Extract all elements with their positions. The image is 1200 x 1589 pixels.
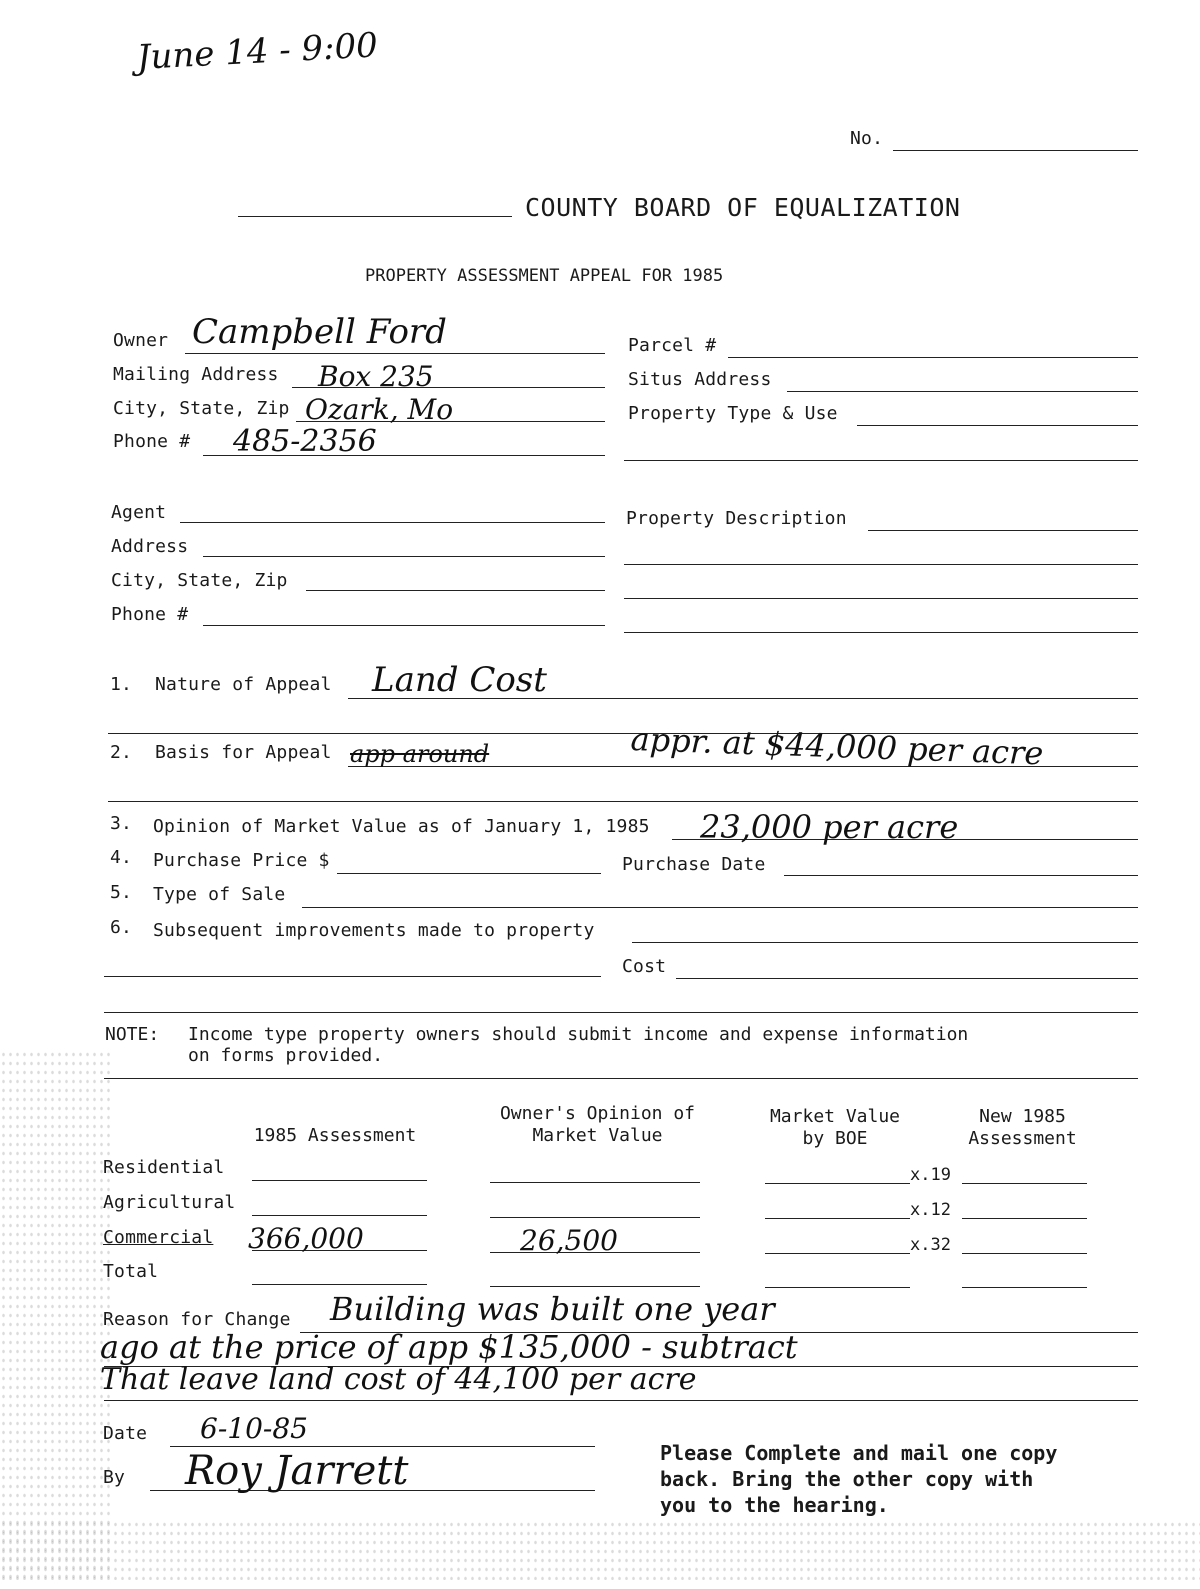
q6-number: 6. xyxy=(110,917,133,938)
q2-struck-text: app around xyxy=(350,740,490,768)
reason-line-2: ago at the price of app $135,000 - subtract xyxy=(100,1328,798,1366)
signature: Roy Jarrett xyxy=(185,1448,409,1494)
residential-opinion-field[interactable] xyxy=(490,1182,700,1183)
handwritten-date: June 14 - 9:00 xyxy=(135,25,379,78)
phone-label: Phone # xyxy=(113,431,191,452)
scan-noise-bottom xyxy=(0,1520,1200,1580)
date-value: 6-10-85 xyxy=(200,1412,308,1445)
form-subtitle: PROPERTY ASSESSMENT APPEAL FOR 1985 xyxy=(365,266,724,286)
cost-field[interactable] xyxy=(676,978,1138,979)
parcel-label: Parcel # xyxy=(628,335,717,356)
instructions-line-3: you to the hearing. xyxy=(660,1493,889,1517)
agent-phone-label: Phone # xyxy=(111,604,189,625)
q3-number: 3. xyxy=(110,813,133,834)
commercial-multiplier: x.32 xyxy=(910,1235,951,1255)
reason-line-1: Building was built one year xyxy=(330,1290,775,1328)
commercial-assessment-value: 366,000 xyxy=(248,1222,364,1255)
note-line-2: on forms provided. xyxy=(188,1045,384,1066)
date-label: Date xyxy=(103,1423,148,1444)
q5-label: Type of Sale xyxy=(153,884,286,905)
property-description-field[interactable] xyxy=(868,530,1138,531)
q2-value: appr. at $44,000 per acre xyxy=(630,720,1044,773)
purchase-date-label: Purchase Date xyxy=(622,854,766,875)
col-1985-assessment: 1985 Assessment xyxy=(253,1125,417,1146)
property-type-label: Property Type & Use xyxy=(628,403,838,424)
col-owner-opinion-2: Market Value xyxy=(532,1125,663,1146)
agricultural-multiplier: x.12 xyxy=(910,1200,951,1220)
property-description-field-3[interactable] xyxy=(624,598,1138,599)
situs-address-label: Situs Address xyxy=(628,369,772,390)
parcel-field[interactable] xyxy=(728,357,1138,358)
by-label: By xyxy=(103,1467,126,1488)
purchase-date-field[interactable] xyxy=(784,875,1138,876)
form-title: COUNTY BOARD OF EQUALIZATION xyxy=(525,193,961,222)
agent-city-label: City, State, Zip xyxy=(111,570,288,591)
q4-label: Purchase Price $ xyxy=(153,850,330,871)
no-field[interactable] xyxy=(893,150,1138,151)
col-owner-opinion-1: Owner's Opinion of xyxy=(499,1103,696,1124)
owner-label: Owner xyxy=(113,330,169,351)
total-assessment-field[interactable] xyxy=(252,1284,427,1285)
row-residential-label: Residential xyxy=(103,1157,225,1178)
phone-value: 485-2356 xyxy=(233,424,377,459)
residential-assessment-field[interactable] xyxy=(252,1180,427,1181)
q3-label: Opinion of Market Value as of January 1, 1985 xyxy=(153,816,650,837)
q1-number: 1. xyxy=(110,674,133,695)
section-divider-2 xyxy=(104,1078,1138,1079)
section-divider-1 xyxy=(104,1012,1138,1013)
residential-new-field[interactable] xyxy=(962,1183,1087,1184)
agricultural-boe-field[interactable] xyxy=(765,1218,910,1219)
agent-address-field[interactable] xyxy=(203,556,605,557)
agent-city-field[interactable] xyxy=(306,590,605,591)
mailing-address-value: Box 235 xyxy=(318,360,434,393)
property-description-field-2[interactable] xyxy=(624,564,1138,565)
col-market-value-boe-1: Market Value xyxy=(769,1106,901,1127)
instructions-line-2: back. Bring the other copy with xyxy=(660,1467,1034,1491)
owner-field[interactable] xyxy=(185,353,605,354)
city-state-zip-value: Ozark, Mo xyxy=(305,393,454,426)
commercial-opinion-value: 26,500 xyxy=(520,1224,618,1257)
situs-address-field[interactable] xyxy=(787,391,1138,392)
purchase-price-field[interactable] xyxy=(337,873,601,874)
property-type-field-2[interactable] xyxy=(624,460,1138,461)
residential-boe-field[interactable] xyxy=(765,1183,910,1184)
scan-noise-left xyxy=(0,1050,110,1580)
reason-field-3[interactable] xyxy=(104,1400,1138,1401)
city-state-zip-label: City, State, Zip xyxy=(113,398,290,419)
row-total-label: Total xyxy=(103,1261,159,1282)
instructions-line-1: Please Complete and mail one copy xyxy=(660,1441,1058,1465)
note-label: NOTE: xyxy=(105,1024,160,1045)
note-line-1: Income type property owners should submit income and expense information xyxy=(188,1024,969,1045)
col-new-assessment-1: New 1985 xyxy=(979,1106,1066,1127)
q2-number: 2. xyxy=(110,742,133,763)
property-description-field-4[interactable] xyxy=(624,632,1138,633)
date-field[interactable] xyxy=(170,1446,595,1447)
property-description-label: Property Description xyxy=(626,508,847,529)
no-label: No. xyxy=(850,128,884,149)
improvements-field[interactable] xyxy=(632,942,1138,943)
county-name-field[interactable] xyxy=(238,216,512,217)
type-of-sale-field[interactable] xyxy=(302,907,1138,908)
col-market-value-boe-2: by BOE xyxy=(802,1128,868,1149)
total-opinion-field[interactable] xyxy=(490,1286,700,1287)
q1-value: Land Cost xyxy=(372,660,547,700)
q4-number: 4. xyxy=(110,847,133,868)
cost-label: Cost xyxy=(622,956,667,977)
agent-field[interactable] xyxy=(180,522,605,523)
commercial-new-field[interactable] xyxy=(962,1253,1087,1254)
q5-number: 5. xyxy=(110,882,133,903)
agricultural-opinion-field[interactable] xyxy=(490,1217,700,1218)
agricultural-new-field[interactable] xyxy=(962,1218,1087,1219)
residential-multiplier: x.19 xyxy=(910,1165,951,1185)
agent-phone-field[interactable] xyxy=(203,625,605,626)
row-agricultural-label: Agricultural xyxy=(103,1192,236,1213)
property-type-field[interactable] xyxy=(857,425,1138,426)
q2-label: Basis for Appeal xyxy=(155,742,332,763)
agricultural-assessment-field[interactable] xyxy=(252,1215,427,1216)
total-new-field[interactable] xyxy=(962,1287,1087,1288)
q1-label: Nature of Appeal xyxy=(155,674,332,695)
mailing-address-label: Mailing Address xyxy=(113,364,279,385)
reason-line-3: That leave land cost of 44,100 per acre xyxy=(100,1362,697,1397)
agent-address-label: Address xyxy=(111,536,189,557)
q3-value: 23,000 per acre xyxy=(700,808,959,846)
agent-label: Agent xyxy=(111,502,167,523)
q2-field-2[interactable] xyxy=(108,801,1138,802)
reason-label: Reason for Change xyxy=(103,1309,291,1330)
col-new-assessment-2: Assessment xyxy=(968,1128,1077,1149)
q6-label: Subsequent improvements made to property xyxy=(153,920,595,941)
commercial-boe-field[interactable] xyxy=(765,1253,910,1254)
row-commercial-label: Commercial xyxy=(103,1227,214,1248)
total-boe-field[interactable] xyxy=(765,1287,910,1288)
improvements-field-2[interactable] xyxy=(104,976,601,977)
owner-value: Campbell Ford xyxy=(192,312,447,352)
